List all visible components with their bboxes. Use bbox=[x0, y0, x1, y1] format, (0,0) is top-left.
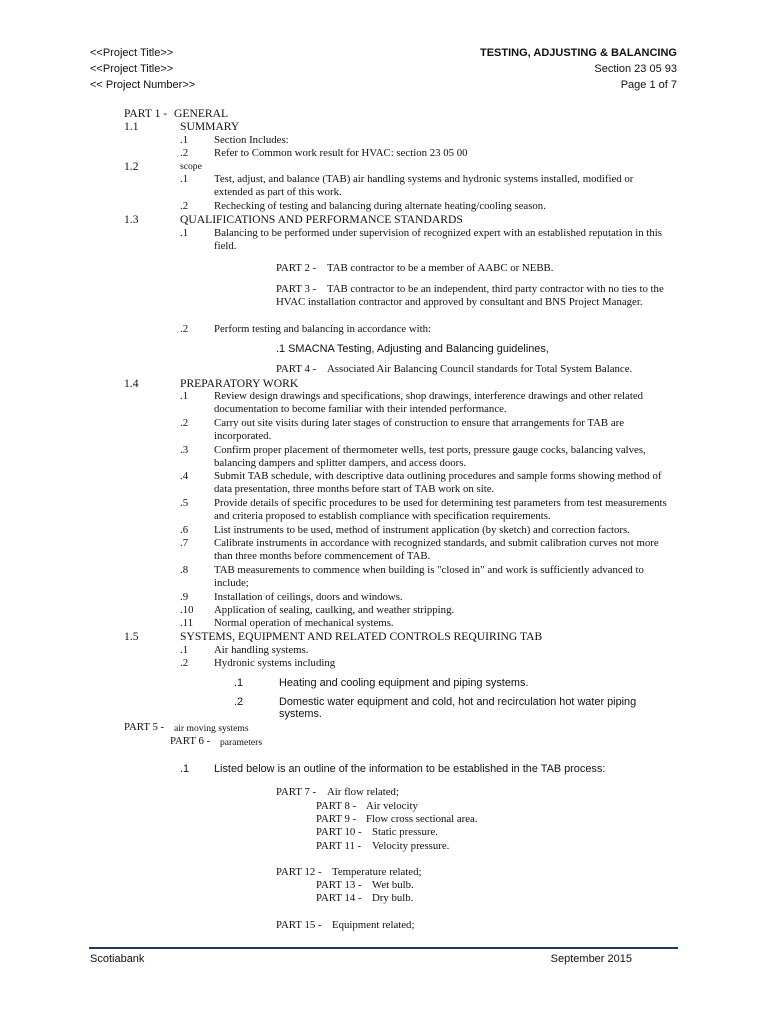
s14-num: 1.4 bbox=[124, 377, 139, 390]
s15-item2-text: Hydronic systems including bbox=[214, 657, 336, 669]
s14-item2-text: Carry out site visits during later stages of construction to ensure that arrangements for TAB are incorporated. bbox=[214, 417, 625, 442]
s13-num: 1.3 bbox=[124, 213, 139, 226]
part11-label: PART 11 - bbox=[316, 840, 362, 852]
s15-sub1-num: .1 bbox=[234, 677, 244, 689]
s14-item1-num: .1 bbox=[180, 390, 189, 402]
smacna-text: .1 SMACNA Testing, Adjusting and Balancing guidelines, bbox=[276, 343, 549, 355]
s14-item3-num: .3 bbox=[180, 444, 189, 456]
s12-item2-num: .2 bbox=[180, 200, 189, 212]
part6-text: parameters bbox=[220, 737, 263, 748]
s13-item1-num: .1 bbox=[180, 227, 189, 239]
part10-text: Static pressure. bbox=[372, 826, 438, 838]
part14-text: Dry bulb. bbox=[372, 892, 414, 904]
s14-item3-text: Confirm proper placement of thermometer wells, test ports, pressure gauge cocks, balancing valves, balancing dampers and splitter dampers, and access doors. bbox=[214, 444, 646, 469]
header-project-title-2: <<Project Title>> bbox=[90, 63, 174, 75]
footer-date: September 2015 bbox=[550, 953, 632, 965]
header-section-title: TESTING, ADJUSTING & BALANCING bbox=[480, 47, 677, 59]
s14-item7-num: .7 bbox=[180, 537, 189, 549]
s14-item9-num: .9 bbox=[180, 591, 189, 603]
s14-item10-text: Application of sealing, caulking, and weather stripping. bbox=[214, 604, 455, 616]
part13-text: Wet bulb. bbox=[372, 879, 414, 891]
s15-sub2-num: .2 bbox=[234, 696, 244, 708]
part12-text: Temperature related; bbox=[332, 866, 422, 878]
s12-item2-text: Rechecking of testing and balancing during alternate heating/cooling season. bbox=[214, 200, 546, 212]
part6-label: PART 6 - bbox=[170, 735, 211, 747]
s11-title: SUMMARY bbox=[180, 120, 240, 133]
s13-title: QUALIFICATIONS AND PERFORMANCE STANDARDS bbox=[180, 213, 463, 226]
s12-title: scope bbox=[180, 161, 202, 172]
part7-text: Air flow related; bbox=[327, 786, 399, 798]
part4-text: Associated Air Balancing Council standards for Total System Balance. bbox=[327, 363, 633, 375]
part3-label: PART 3 - bbox=[276, 283, 317, 295]
part15-label: PART 15 - bbox=[276, 919, 322, 931]
part15-text: Equipment related; bbox=[332, 919, 415, 931]
s11-item2-text: Refer to Common work result for HVAC: section 23 05 00 bbox=[214, 147, 468, 159]
s14-item4-num: .4 bbox=[180, 470, 189, 482]
s12-item1-num: .1 bbox=[180, 173, 189, 185]
part2-text: TAB contractor to be a member of AABC or NEBB. bbox=[327, 262, 554, 274]
s15-title: SYSTEMS, EQUIPMENT AND RELATED CONTROLS REQUIRING TAB bbox=[180, 630, 543, 643]
s14-item6-text: List instruments to be used, method of instrument application (by sketch) and correction factors. bbox=[214, 524, 630, 536]
s11-item2-num: .2 bbox=[180, 147, 189, 159]
part5-label: PART 5 - bbox=[124, 721, 165, 733]
part10-label: PART 10 - bbox=[316, 826, 362, 838]
s13-item1-text: Balancing to be performed under supervision of recognized expert with an established reputation in this field. bbox=[214, 227, 662, 252]
header-project-number: << Project Number>> bbox=[90, 79, 196, 91]
s15-item1-num: .1 bbox=[180, 644, 189, 656]
s13-item2-text: Perform testing and balancing in accordance with: bbox=[214, 323, 432, 335]
s12-item1-text: Test, adjust, and balance (TAB) air handling systems and hydronic systems installed, modified or extended as part of this work. bbox=[214, 173, 634, 198]
part9-text: Flow cross sectional area. bbox=[366, 813, 478, 825]
s14-item7-text: Calibrate instruments in accordance with recognized standards, and submit calibration curves not more than three months before commencement of TAB. bbox=[214, 537, 659, 562]
part7-label: PART 7 - bbox=[276, 786, 317, 798]
part9-label: PART 9 - bbox=[316, 813, 357, 825]
part3-text: TAB contractor to be an independent, third party contractor with no ties to the HVAC installation contractor and approved by consultant and BNS Project Manager. bbox=[276, 283, 664, 308]
s14-item11-num: .11 bbox=[180, 617, 194, 629]
footer-client: Scotiabank bbox=[90, 953, 145, 965]
s14-item5-num: .5 bbox=[180, 497, 189, 509]
s11-item1-num: .1 bbox=[180, 134, 189, 146]
footer-divider bbox=[89, 947, 678, 949]
part14-label: PART 14 - bbox=[316, 892, 362, 904]
part8-label: PART 8 - bbox=[316, 800, 357, 812]
s15-sub2-text: Domestic water equipment and cold, hot and recirculation hot water piping systems. bbox=[279, 696, 637, 720]
header-section-number: Section 23 05 93 bbox=[594, 63, 677, 75]
s14-item9-text: Installation of ceilings, doors and windows. bbox=[214, 591, 403, 603]
s14-item5-text: Provide details of specific procedures to be used for determining test parameters from test measurements and criteria proposed to establish compliance with specification requirements. bbox=[214, 497, 667, 522]
outline-text: Listed below is an outline of the information to be established in the TAB process: bbox=[214, 763, 606, 775]
s15-item1-text: Air handling systems. bbox=[214, 644, 309, 656]
outline-num: .1 bbox=[180, 763, 190, 775]
s13-item2-num: .2 bbox=[180, 323, 189, 335]
s14-item8-text: TAB measurements to commence when building is "closed in" and work is sufficiently advanced to include; bbox=[214, 564, 644, 589]
s14-item8-num: .8 bbox=[180, 564, 189, 576]
s15-sub1-text: Heating and cooling equipment and piping systems. bbox=[279, 677, 529, 689]
header-project-title-1: <<Project Title>> bbox=[90, 47, 174, 59]
s12-num: 1.2 bbox=[124, 160, 139, 173]
s14-item2-num: .2 bbox=[180, 417, 189, 429]
part12-label: PART 12 - bbox=[276, 866, 322, 878]
s14-item10-num: .10 bbox=[180, 604, 194, 616]
s14-item11-text: Normal operation of mechanical systems. bbox=[214, 617, 394, 629]
part13-label: PART 13 - bbox=[316, 879, 362, 891]
part2-label: PART 2 - bbox=[276, 262, 317, 274]
s14-title: PREPARATORY WORK bbox=[180, 377, 299, 390]
s14-item6-num: .6 bbox=[180, 524, 189, 536]
part11-text: Velocity pressure. bbox=[372, 840, 450, 852]
part5-text: air moving systems bbox=[174, 723, 249, 734]
s14-item4-text: Submit TAB schedule, with descriptive data outlining procedures and sample forms showing method of data presentation, three months before start of TAB work on site. bbox=[214, 470, 662, 495]
s11-item1-text: Section Includes: bbox=[214, 134, 289, 146]
header-page-number: Page 1 of 7 bbox=[620, 79, 677, 91]
part1-title: GENERAL bbox=[174, 107, 229, 120]
part1-label: PART 1 - bbox=[124, 107, 168, 120]
s11-num: 1.1 bbox=[124, 120, 139, 133]
s15-num: 1.5 bbox=[124, 630, 139, 643]
s15-item2-num: .2 bbox=[180, 657, 189, 669]
part4-label: PART 4 - bbox=[276, 363, 317, 375]
part8-text: Air velocity bbox=[366, 800, 418, 812]
s14-item1-text: Review design drawings and specifications, shop drawings, interference drawings and other related documentation to become familiar with their intended performance. bbox=[214, 390, 644, 415]
